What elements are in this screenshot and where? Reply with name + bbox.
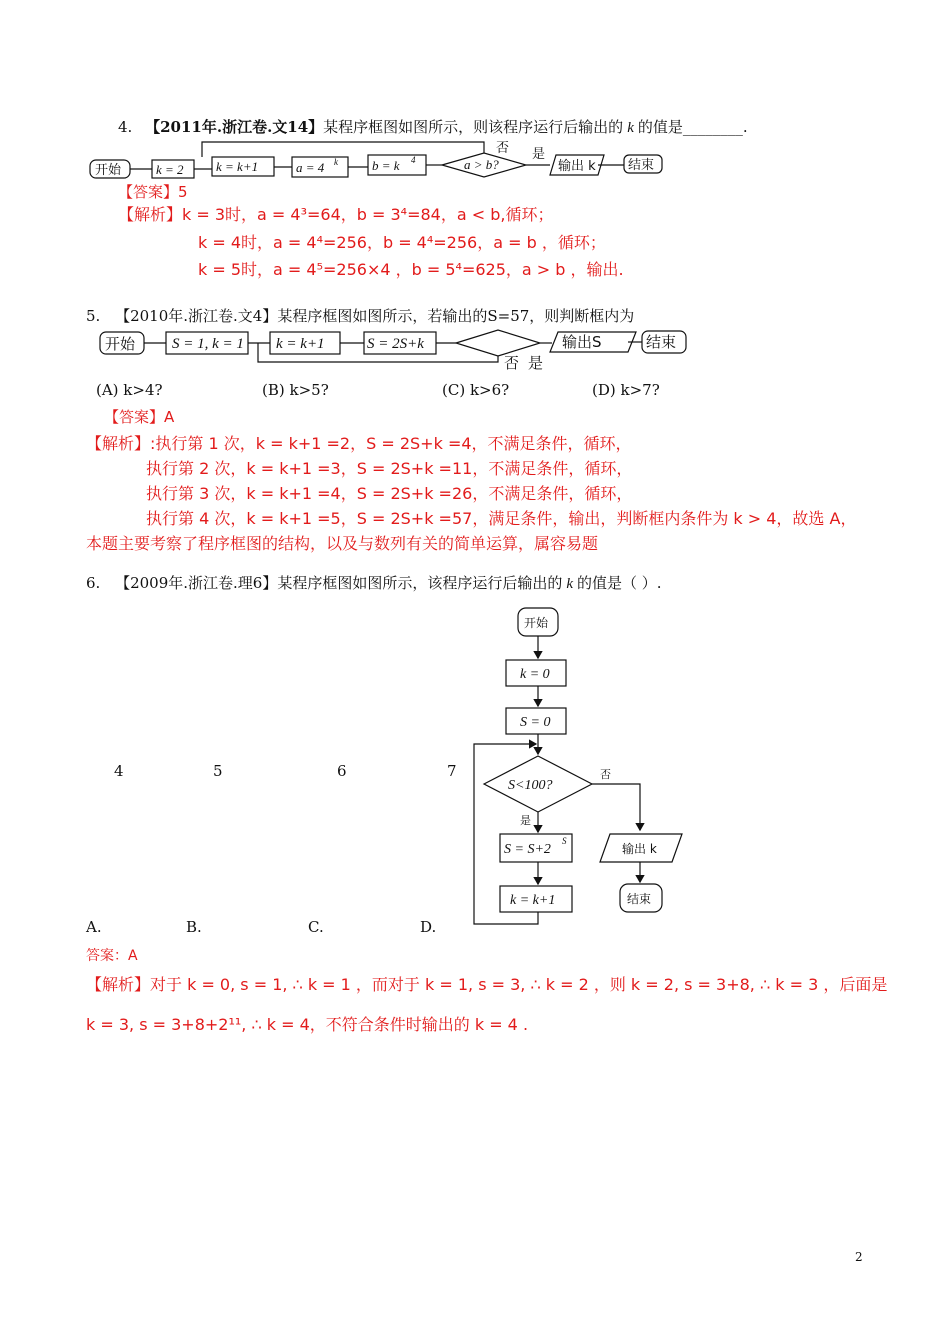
q6-var: k [566,576,574,592]
q6-analysis-line-2: k = 3, s = 3+8+2¹¹, ∴ k = 4，不符合条件时输出的 k = 4 . [86,1015,529,1034]
q6-value-c: 6 [337,762,347,780]
q6-b3-sup: S [562,836,567,846]
q4-no: 否 [496,141,510,156]
q5-analysis-line-4: 执行第 4 次，k = k+1 =5，S = 2S+k =57，满足条件，输出，判断框内条件为 k > 4，故选 A， [146,509,857,528]
q4-b4-sup: 4 [411,155,416,165]
q4-stem-text: 某程序框图如图所示，则该程序运行后输出的 [323,118,624,136]
q4-source: 【2011年.浙江卷.文14】 [145,118,324,136]
q6-choice-a: A. [86,918,102,936]
q4-analysis-line-3: k = 5时，a = 4⁵=256×4 ，b = 5⁴=625，a > b ，输出. [198,260,624,279]
q5-start: 开始 [105,335,136,353]
q5-out: 输出S [562,333,602,351]
q4-yes: 是 [532,147,546,162]
q4-tail: 的值是________. [637,118,748,136]
q6-value-d: 7 [447,762,457,780]
q4-cond: a > b? [464,157,499,172]
q5-analysis-line-2: 执行第 2 次，k = k+1 =3，S = 2S+k =11，不满足条件，循环， [146,459,633,478]
q5-analysis-line-3: 执行第 3 次，k = k+1 =4，S = 2S+k =26，不满足条件，循环， [146,484,633,503]
q5-no: 否 [504,354,520,372]
q5-b1: S = 1, k = 1 [172,336,244,352]
q6-stem-text: 【2009年.浙江卷.理6】某程序框图如图所示，该程序运行后输出的 [115,574,563,592]
q6-no: 否 [600,768,611,781]
q4-b3: a = 4 [296,160,325,175]
q6-choice-c: C. [308,918,324,936]
q5-decision [456,330,540,356]
q6-flowchart [462,604,702,934]
q5-yes: 是 [528,354,544,372]
q6-end: 结束 [627,892,652,906]
q6-answer: 答案：A [86,948,138,964]
q4-stem [118,116,748,137]
q6-b1: k = 0 [520,667,550,682]
q4-analysis-line-2: k = 4时，a = 4⁴=256，b = 4⁴=256，a = b ，循环； [198,233,606,252]
q5-flowchart [96,326,696,372]
q5-end: 结束 [646,333,677,351]
q6-yes: 是 [520,814,531,827]
q4-analysis-line-1: 【解析】k = 3时，a = 4³=64，b = 3⁴=84，a < b,循环； [118,205,554,224]
q4-b4: b = k [372,158,400,173]
q6-b2: S = 0 [520,715,551,730]
q4-b1: k = 2 [156,162,184,177]
q5-b2: k = k+1 [276,336,325,352]
page-number: 2 [855,1250,863,1264]
q4-end: 结束 [628,158,655,173]
q5-stem-text: 【2010年.浙江卷.文4】某程序框图如图所示，若输出的S=57，则判断框内为 [115,307,635,325]
q6-choice-d: D. [420,918,437,936]
q6-b4: k = k+1 [510,893,556,908]
q5-option-d: (D) k>7? [592,381,660,399]
q6-value-a: 4 [114,762,124,780]
q5-option-c: (C) k>6? [442,381,510,399]
q6-choice-b: B. [186,918,202,936]
q6-value-b: 5 [213,762,223,780]
q5-stem [86,305,634,326]
q4-start: 开始 [95,163,122,178]
q5-answer: 【答案】A [104,408,175,426]
q6-b3: S = S+2 [504,842,551,857]
q6-out: 输出 k [622,842,657,856]
q5-option-a: (A) k>4? [96,381,163,399]
q6-start: 开始 [524,616,549,630]
q4-b3-sup: k [334,157,338,167]
q5-analysis-line-5: 本题主要考察了程序框图的结构，以及与数列有关的简单运算，属容易题 [86,534,599,553]
q4-var: k [627,120,634,136]
q5-option-b: (B) k>5? [262,381,329,399]
q4-flowchart [86,138,686,182]
q6-stem [86,572,662,593]
q6-number: 6. [86,574,101,592]
q5-analysis-line-1: 【解析】:执行第 1 次，k = k+1 =2，S = 2S+k =4，不满足条件，循环， [86,434,632,453]
q6-tail: 的值是（ ）. [577,574,662,592]
q4-out: 输出 k [558,159,596,174]
q4-number: 4. [118,118,133,136]
q5-number: 5. [86,307,101,325]
q6-analysis-line-1: 【解析】对于 k = 0, s = 1, ∴ k = 1 ，而对于 k = 1, s = 3, ∴ k = 2 ，则 k = 2, s = 3+8, ∴ k = 3 ，后面是 [86,975,888,994]
q4-b2: k = k+1 [216,159,259,174]
q6-cond: S<100? [508,778,553,793]
q5-b3: S = 2S+k [367,336,424,352]
q4-answer: 【答案】5 [118,183,188,201]
